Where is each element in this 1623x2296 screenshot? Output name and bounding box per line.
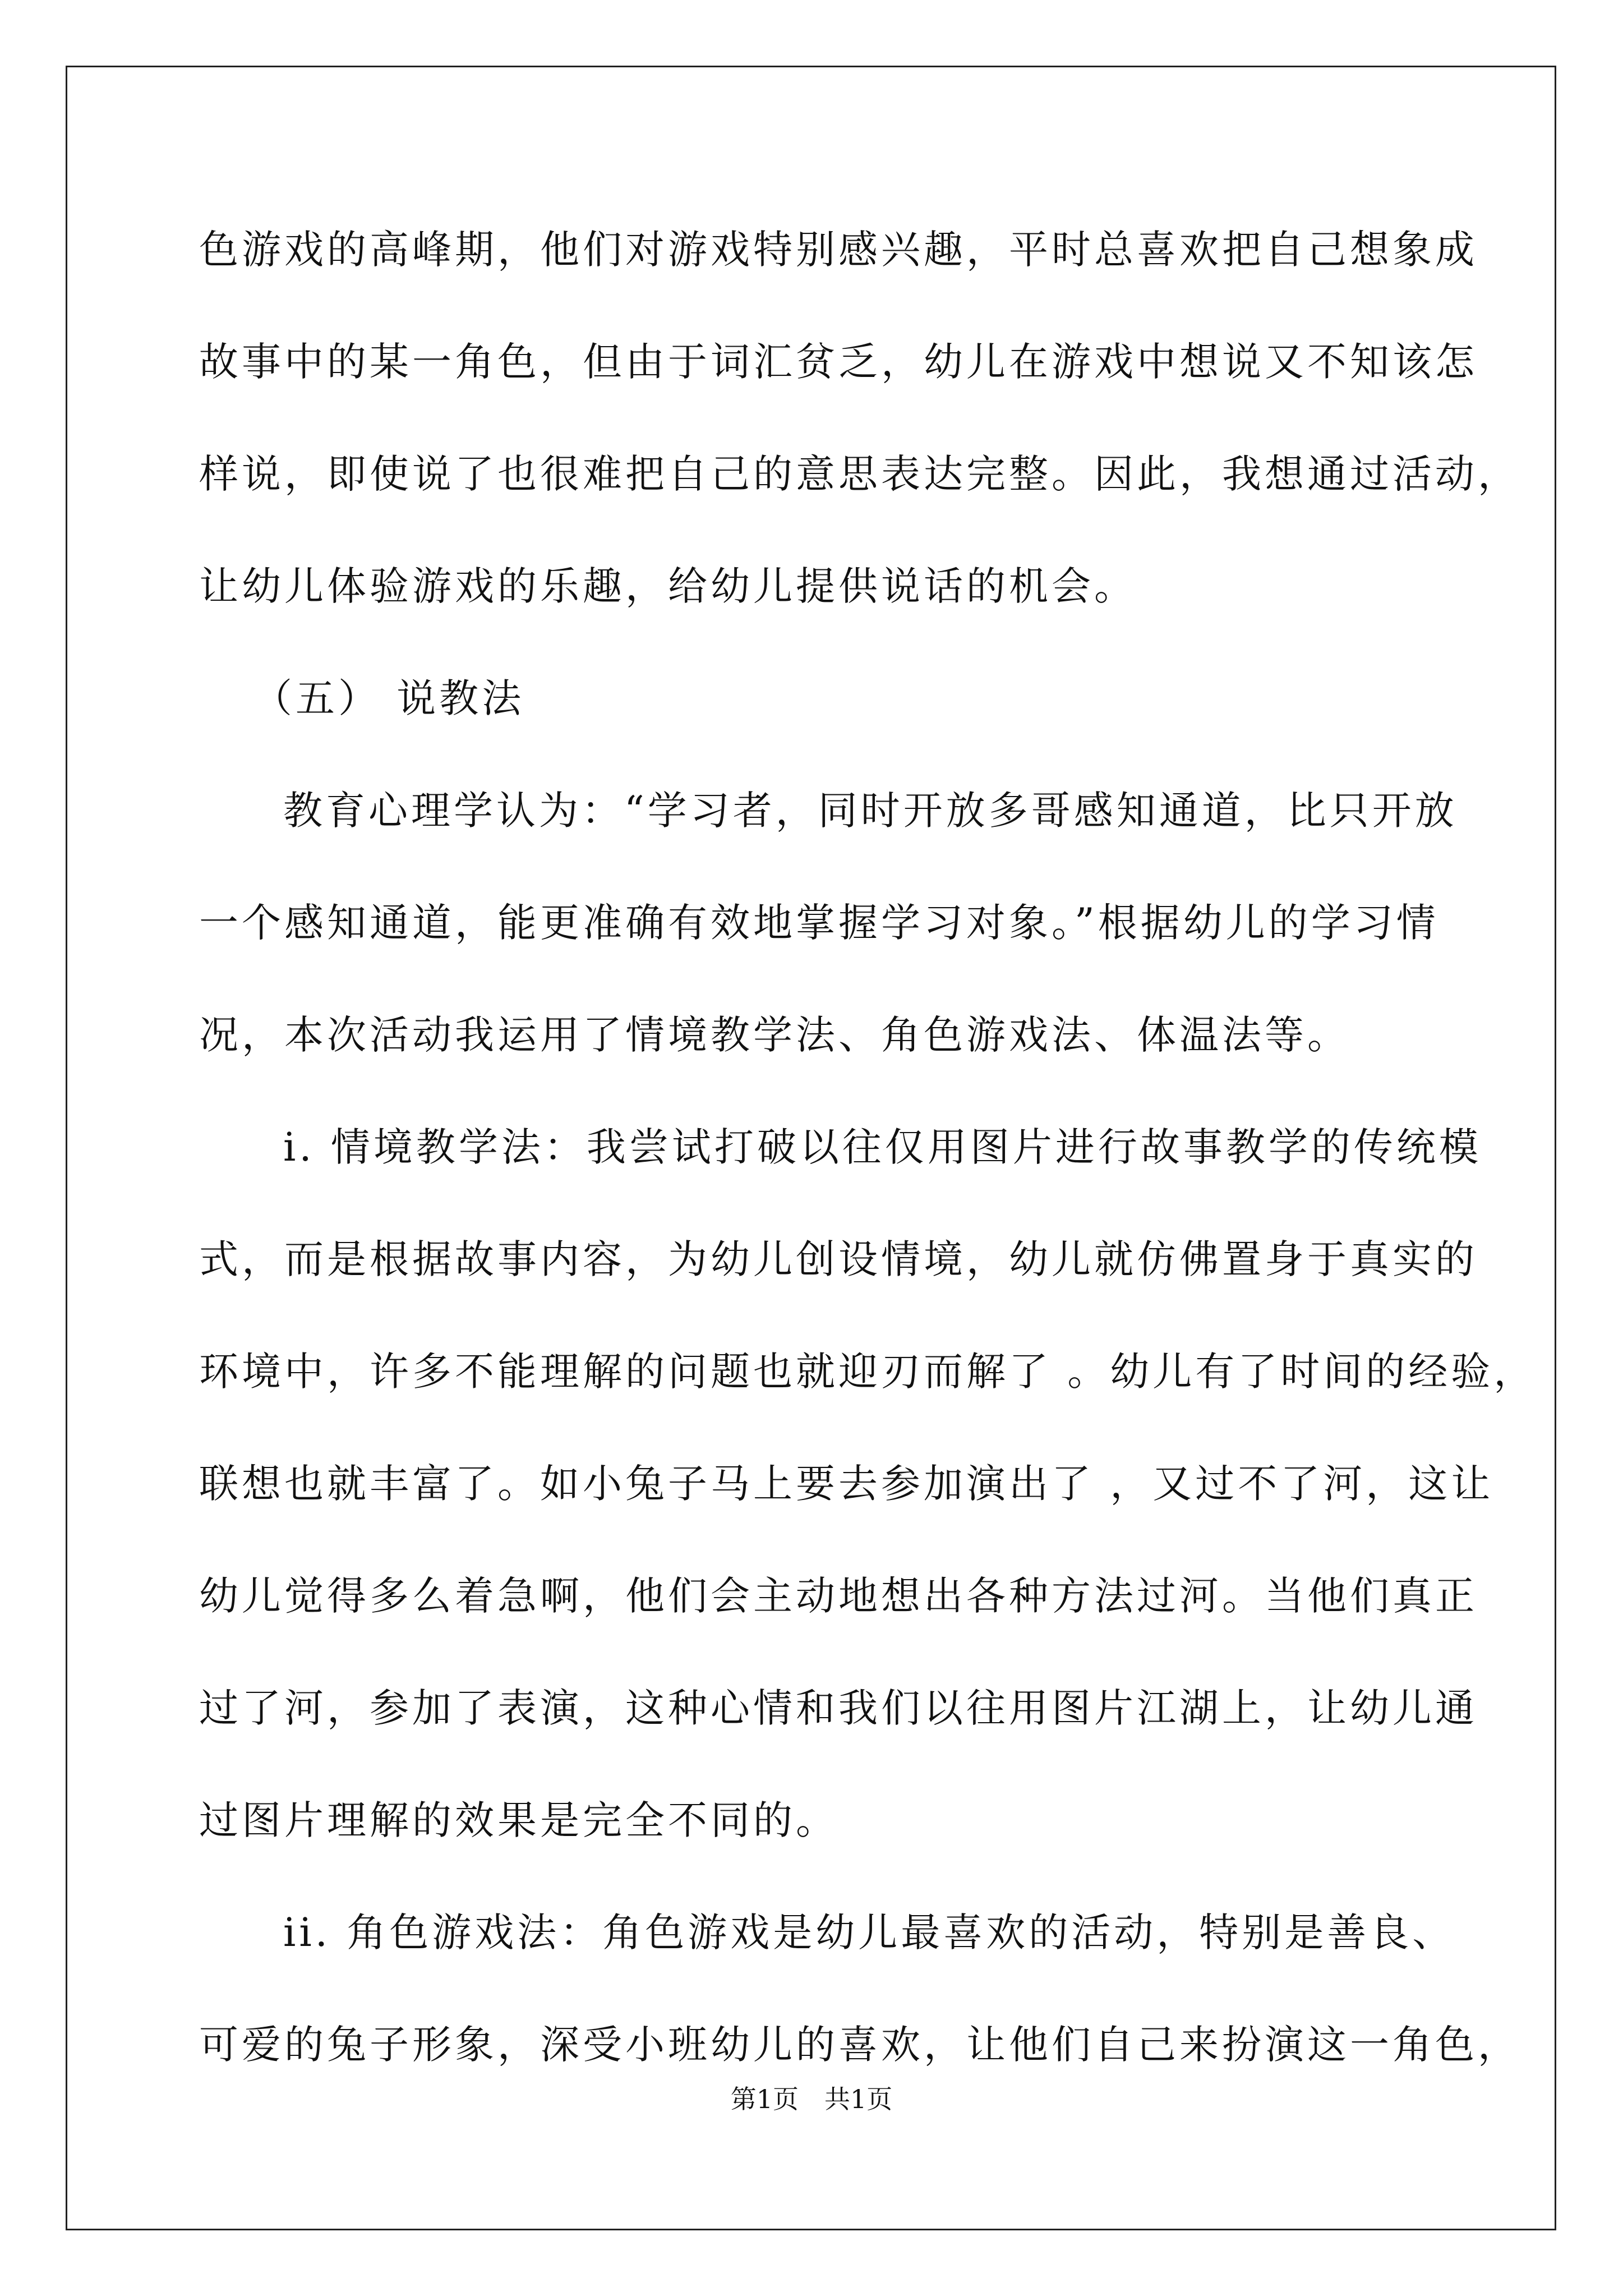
text-line: 让幼儿体验游戏的乐趣，给幼儿提供说话的机会。 [199, 563, 1137, 609]
text-line: 幼儿觉得多么着急啊，他们会主动地想出各种方法过河。当他们真正 [199, 1573, 1478, 1619]
text-line: 教育心理学认为：“学习者，同时开放多哥感知通道，比只开放 [283, 788, 1458, 834]
text-line: 过图片理解的效果是完全不同的。 [199, 1797, 838, 1843]
text-line: 可爱的兔子形象，深受小班幼儿的喜欢，让他们自己来扮演这一角色， [199, 2022, 1520, 2068]
text-line: 式，而是根据故事内容，为幼儿创设情境，幼儿就仿佛置身于真实的 [199, 1236, 1478, 1282]
text-line: ii. 角色游戏法：角色游戏是幼儿最喜欢的活动，特别是善良、 [283, 1910, 1455, 1955]
page-footer: 第1页 共1页 [730, 2084, 893, 2114]
text-line: 一个感知通道，能更准确有效地掌握学习对象。”根据幼儿的学习情 [199, 900, 1439, 946]
text-line: i. 情境教学法：我尝试打破以往仅用图片进行故事教学的传统模 [283, 1124, 1482, 1170]
text-line: 环境中，许多不能理解的问题也就迎刃而解了 。幼儿有了时间的经验， [199, 1349, 1537, 1395]
text-line: 色游戏的高峰期，他们对游戏特别感兴趣，平时总喜欢把自己想象成 [199, 227, 1478, 273]
document-body [199, 222, 1537, 2129]
text-line: 故事中的某一角色，但由于词汇贫乏，幼儿在游戏中想说又不知该怎 [199, 339, 1478, 385]
text-line: 过了河，参加了表演，这种心情和我们以往用图片江湖上，让幼儿通 [199, 1685, 1478, 1731]
text-line: 样说，即使说了也很难把自己的意思表达完整。因此，我想通过活动， [199, 451, 1520, 497]
text-line: 况，本次活动我运用了情境教学法、角色游戏法、体温法等。 [199, 1012, 1350, 1058]
section-heading: （五） 说教法 [253, 675, 525, 721]
text-line: 联想也就丰富了。如小兔子马上要去参加演出了 ，又过不了河，这让 [199, 1461, 1494, 1507]
